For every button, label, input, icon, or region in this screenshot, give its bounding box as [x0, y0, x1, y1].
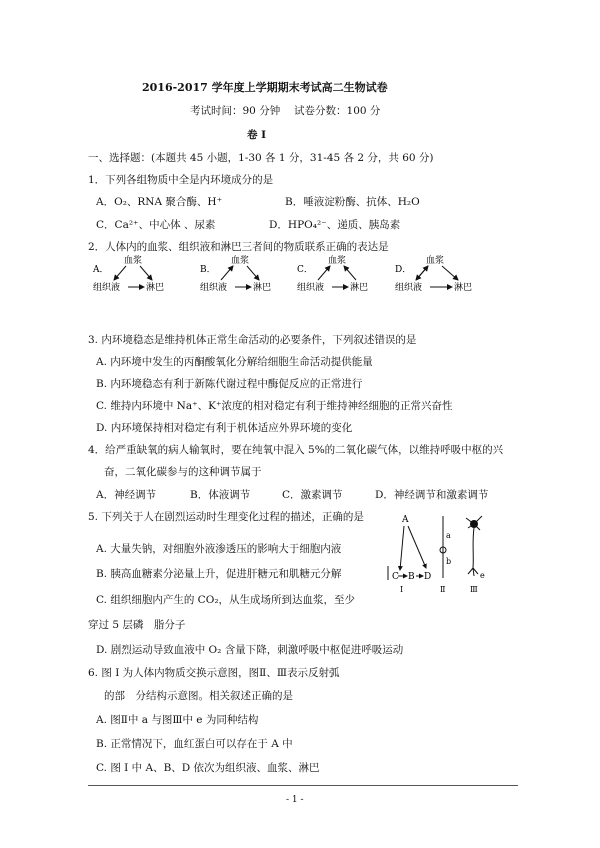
q4-option-a: A．神经调节	[96, 489, 157, 501]
label-C: C	[392, 572, 399, 582]
q4-option-b: B．体液调节	[190, 489, 251, 501]
q6-stem: 6. 图 I 为人体内物质交换示意图，图Ⅱ、Ⅲ表示反射弧	[88, 667, 340, 679]
diagram-a-lymph: 淋巴	[146, 283, 165, 293]
footer-divider	[88, 785, 518, 786]
q5-option-c-line1: C. 组织细胞内产生的 CO₂，从生成场所到达血浆，至少	[96, 594, 356, 606]
q3-option-b: B. 内环境稳态有利于新陈代谢过程中酶促反应的正常进行	[96, 378, 363, 390]
q6-option-b: B. 正常情况下，血红蛋白可以存在于 A 中	[96, 738, 293, 750]
q1-option-d: D．HPO₄²⁻、递质、胰岛素	[269, 219, 401, 231]
diagram-c-tissue: 组织液	[297, 283, 325, 293]
label-e: e	[480, 571, 485, 580]
figure-i	[388, 515, 431, 594]
arrow-line	[400, 526, 404, 570]
label-b: b	[446, 557, 452, 566]
label-B: B	[408, 572, 415, 582]
arrow-line	[247, 266, 259, 280]
reflex-figure	[378, 512, 500, 594]
axon-icon	[473, 528, 474, 568]
arrow-line	[416, 266, 428, 280]
q5-option-d: D. 剧烈运动导致血液中 O₂ 含量下降，刺激呼吸中枢促进呼吸运动	[96, 644, 404, 656]
arrow-line	[221, 266, 233, 280]
page-title: 2016-2017 学年度上学期期末考试高二生物试卷	[142, 81, 388, 94]
figure-ii	[440, 516, 451, 594]
arrow-line	[140, 266, 152, 280]
diagram-a-tissue: 组织液	[93, 283, 121, 293]
label-A: A	[402, 515, 409, 525]
q5-option-b: B. 胰高血糖素分泌量上升，促进肝糖元和肌糖元分解	[96, 568, 342, 580]
q1-option-c: C．Ca²⁺、中心体 、尿素	[96, 219, 216, 231]
figure-i-label: Ⅰ	[400, 585, 404, 594]
label-D: D	[424, 572, 432, 582]
q2-diagrams	[88, 250, 488, 300]
page-number: - 1 -	[286, 795, 304, 805]
q3-option-c: C. 维持内环境中 Na⁺、K⁺浓度的相对稳定有利于维持神经细胞的正常兴奋性	[96, 400, 453, 412]
diagram-d-lymph: 淋巴	[454, 283, 473, 293]
q1-stem: 1．下列各组物质中全是内环境成分的是	[88, 174, 274, 186]
diagram-a-plasma: 血浆	[124, 256, 143, 266]
diagram-b-plasma: 血浆	[231, 256, 250, 266]
q2-stem: 2．人体内的血浆、组织液和淋巴三者间的物质联系正确的表达是	[88, 241, 389, 253]
arrow-line	[442, 266, 458, 280]
arrow-line	[114, 266, 126, 280]
diagram-d	[395, 254, 472, 293]
figure-ii-label: Ⅱ	[440, 585, 446, 594]
q3-stem: 3. 内环境稳态是维持机体正常生命活动的必要条件，下列叙述错误的是	[88, 334, 417, 346]
q4-option-d: D．神经调节和激素调节	[375, 489, 489, 501]
diagram-b-tissue: 组织液	[200, 283, 228, 293]
arrow-line	[408, 526, 426, 568]
q5-stem: 5. 下列关于人在剧烈运动时生理变化过程的描述，正确的是	[88, 511, 364, 523]
figure-iii	[466, 516, 485, 594]
arrow-line	[318, 266, 330, 280]
diagram-d-plasma: 血浆	[426, 256, 445, 266]
terminal-icon	[468, 568, 478, 576]
label-a: a	[446, 531, 451, 540]
q4-stem-line1: 4．给严重缺氧的病人输氧时，要在纯氧中混入 5%的二氧化碳气体，以维持呼吸中枢的兴	[88, 444, 504, 456]
q4-stem-line2: 奋，二氧化碳参与的这种调节属于	[104, 466, 262, 478]
q6-option-c: C. 图 I 中 A、B、D 依次为组织液、血浆、淋巴	[96, 762, 320, 774]
diagram-c-plasma: 血浆	[328, 256, 347, 266]
figure-iii-label: Ⅲ	[470, 585, 478, 594]
diagram-b-lymph: 淋巴	[253, 283, 272, 293]
diagram-c-label: C．	[297, 265, 313, 275]
q3-option-d: D. 内环境保持相对稳定有利于机体适应外界环境的变化	[96, 422, 353, 434]
diagram-c	[297, 254, 368, 293]
q5-option-a: A. 大量失钠，对细胞外液渗透压的影响大于细胞内液	[96, 543, 342, 555]
exam-info: 考试时间：90 分钟 试卷分数：100 分	[190, 105, 381, 117]
q1-option-b: B．唾液淀粉酶、抗体、H₂O	[285, 196, 420, 208]
q4-option-c: C．激素调节	[282, 489, 343, 501]
diagram-b-label: B．	[200, 265, 216, 275]
q5-option-c-line2: 穿过 5 层磷 脂分子	[88, 619, 186, 631]
volume-label: 卷 I	[247, 129, 267, 141]
q6-stem-line2: 的部 分结构示意图。相关叙述正确的是	[104, 690, 293, 702]
section-heading: 一、选择题：(本题共 45 小题，1-30 各 1 分，31-45 各 2 分，共 60 分)	[88, 152, 434, 164]
diagram-a	[92, 254, 164, 293]
diagram-d-label: D．	[395, 265, 412, 275]
arrow-line	[344, 266, 356, 280]
q1-option-a: A．O₂、RNA 聚合酶、H⁺	[96, 196, 223, 208]
diagram-d-tissue: 组织液	[395, 283, 423, 293]
diagram-c-lymph: 淋巴	[350, 283, 369, 293]
diagram-b	[200, 254, 271, 293]
q3-option-a: A. 内环境中发生的丙酮酸氧化分解给细胞生命活动提供能量	[96, 356, 373, 368]
diagram-a-label: A．	[93, 265, 109, 275]
q6-option-a: A. 图Ⅱ中 a 与图Ⅲ中 e 为同种结构	[96, 714, 259, 726]
